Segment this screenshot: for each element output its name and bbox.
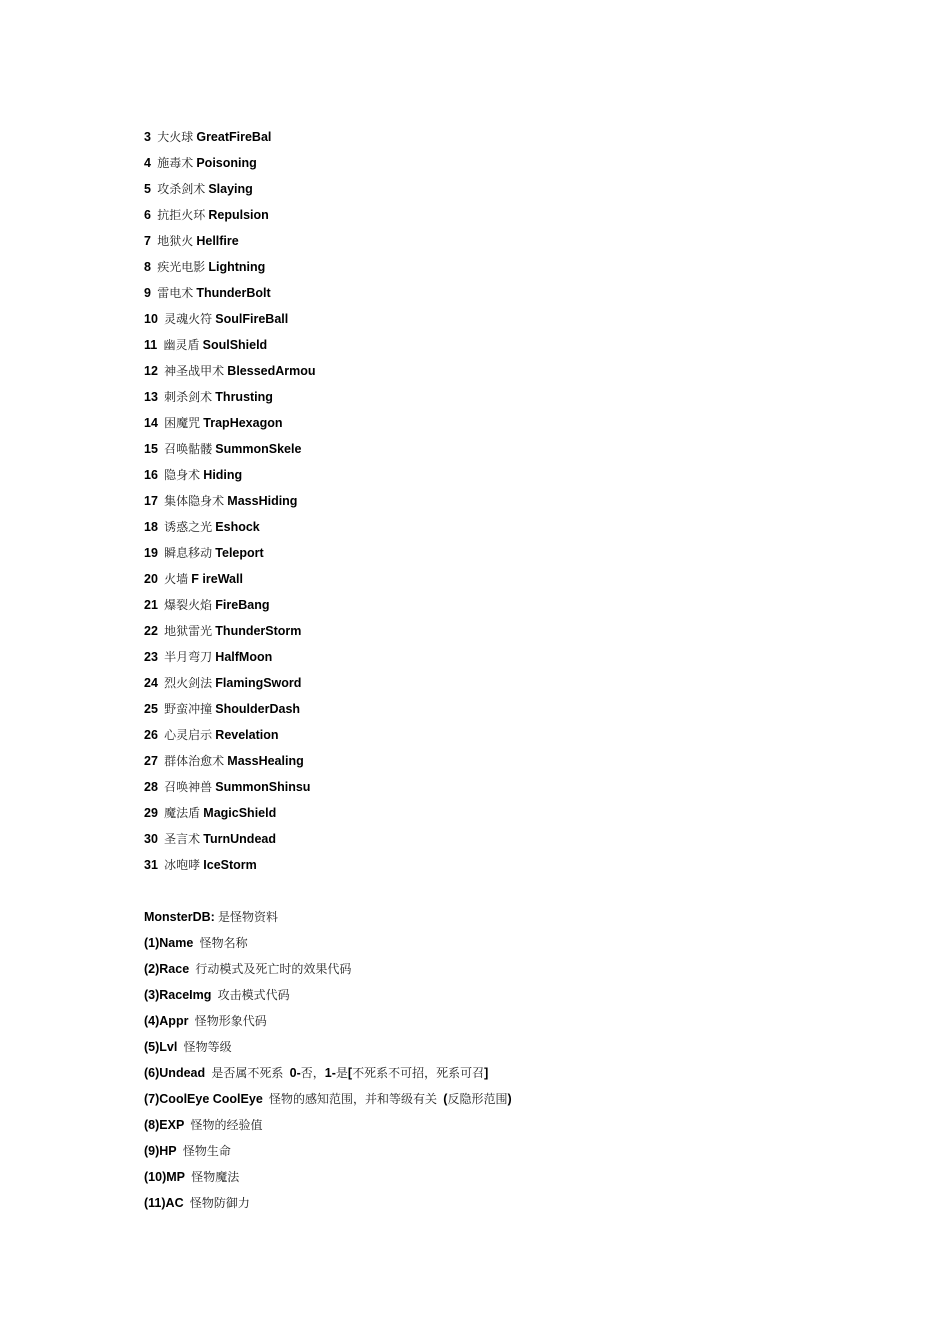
skill-name-cn: 野蛮冲撞	[164, 702, 213, 716]
field-name: (2)Race	[144, 962, 190, 976]
skill-name-en: Thrusting	[215, 390, 273, 404]
field-row	[144, 1012, 904, 1038]
skill-name-en: SummonSkele	[215, 442, 302, 456]
field-row	[144, 934, 904, 960]
skill-name-cn: 幽灵盾	[163, 338, 200, 352]
field-note-part: 1-	[324, 1066, 336, 1080]
monsterdb-heading-en: MonsterDB:	[144, 910, 215, 924]
skill-row	[144, 362, 904, 388]
skill-name-cn: 地狱雷光	[164, 624, 213, 638]
field-description: 怪物名称	[199, 936, 248, 950]
skill-number: 25	[144, 702, 158, 716]
skill-name-cn: 半月弯刀	[164, 650, 213, 664]
skill-name-cn: 雷电术	[157, 286, 194, 300]
skill-number: 17	[144, 494, 158, 508]
field-row	[144, 960, 904, 986]
skill-name-cn: 抗拒火环	[157, 208, 206, 222]
skill-name-cn: 刺杀剑术	[164, 390, 213, 404]
skill-number: 26	[144, 728, 158, 742]
field-name: (6)Undead	[144, 1066, 206, 1080]
skill-name-en: ThunderStorm	[215, 624, 302, 638]
field-description: 怪物的经验值	[190, 1118, 263, 1132]
skill-name-cn: 疾光电影	[157, 260, 206, 274]
skill-number: 27	[144, 754, 158, 768]
field-name: (7)CoolEye CoolEye	[144, 1092, 263, 1106]
skill-row	[144, 440, 904, 466]
field-description: 怪物生命	[182, 1144, 231, 1158]
skill-name-cn: 魔法盾	[164, 806, 201, 820]
skill-name-cn: 集体隐身术	[164, 494, 225, 508]
skill-row	[144, 544, 904, 570]
skill-row	[144, 466, 904, 492]
field-name: (3)RaceImg	[144, 988, 212, 1002]
skill-name-en: HalfMoon	[215, 650, 273, 664]
skill-name-cn: 群体治愈术	[164, 754, 225, 768]
field-description: 怪物的感知范围，并和等级有关	[269, 1092, 438, 1106]
skill-row	[144, 232, 904, 258]
skill-name-cn: 圣言术	[164, 832, 201, 846]
field-description: 攻击模式代码	[217, 988, 290, 1002]
field-name: (4)Appr	[144, 1014, 189, 1028]
field-row	[144, 1090, 904, 1116]
field-description: 是否属不死系	[211, 1066, 284, 1080]
skill-number: 14	[144, 416, 158, 430]
skill-number: 22	[144, 624, 158, 638]
field-note-part: 否，	[300, 1066, 325, 1080]
skill-name-cn: 大火球	[157, 130, 194, 144]
skill-name-en: Revelation	[215, 728, 279, 742]
skill-name-cn: 火墙	[164, 572, 189, 586]
field-name: (1)Name	[144, 936, 194, 950]
skill-row	[144, 804, 904, 830]
field-row	[144, 1142, 904, 1168]
skill-name-en: Hiding	[203, 468, 243, 482]
field-description: 行动模式及死亡时的效果代码	[195, 962, 352, 976]
skill-number: 24	[144, 676, 158, 690]
skill-name-cn: 地狱火	[157, 234, 194, 248]
field-name: (9)HP	[144, 1144, 177, 1158]
field-row	[144, 1064, 904, 1090]
field-description: 怪物防御力	[189, 1196, 250, 1210]
skill-number: 9	[144, 286, 151, 300]
skill-name-cn: 攻杀剑术	[157, 182, 206, 196]
skill-number: 20	[144, 572, 158, 586]
skill-number: 15	[144, 442, 158, 456]
skill-number: 29	[144, 806, 158, 820]
skill-number: 12	[144, 364, 158, 378]
skill-row	[144, 128, 904, 154]
field-row	[144, 1168, 904, 1194]
skill-number: 16	[144, 468, 158, 482]
skill-name-en: Hellfire	[196, 234, 239, 248]
skill-number: 31	[144, 858, 158, 872]
skill-name-en: ShoulderDash	[215, 702, 301, 716]
skill-row	[144, 856, 904, 882]
skill-row	[144, 700, 904, 726]
skill-number: 21	[144, 598, 158, 612]
field-note-part: 反隐形范围	[447, 1092, 508, 1106]
section-gap	[144, 882, 904, 908]
skill-number: 28	[144, 780, 158, 794]
skill-number: 6	[144, 208, 151, 222]
skill-name-cn: 隐身术	[164, 468, 201, 482]
skill-number: 8	[144, 260, 151, 274]
skill-name-cn: 困魔咒	[164, 416, 201, 430]
skill-number: 7	[144, 234, 151, 248]
monsterdb-heading-cn: 是怪物资料	[217, 910, 278, 924]
skill-number: 10	[144, 312, 158, 326]
field-name: (5)Lvl	[144, 1040, 178, 1054]
field-note-part: [	[347, 1066, 353, 1080]
field-note-part: ]	[484, 1066, 489, 1080]
skill-name-en: SoulShield	[202, 338, 268, 352]
skill-row	[144, 492, 904, 518]
skill-name-en: F ireWall	[191, 572, 243, 586]
skill-number: 19	[144, 546, 158, 560]
skill-name-cn: 诱惑之光	[164, 520, 213, 534]
field-row	[144, 1116, 904, 1142]
skill-number: 4	[144, 156, 151, 170]
skill-name-en: MassHealing	[227, 754, 304, 768]
skill-number: 11	[144, 338, 158, 352]
skill-name-cn: 神圣战甲术	[164, 364, 225, 378]
skill-row	[144, 518, 904, 544]
skill-name-en: FireBang	[215, 598, 270, 612]
skill-row	[144, 388, 904, 414]
skill-row	[144, 570, 904, 596]
skill-row	[144, 310, 904, 336]
skill-name-en: IceStorm	[203, 858, 257, 872]
skill-name-en: Lightning	[208, 260, 266, 274]
skill-row	[144, 830, 904, 856]
skill-number: 5	[144, 182, 151, 196]
skill-row	[144, 284, 904, 310]
field-name: (10)MP	[144, 1170, 185, 1184]
field-note-part: (	[443, 1092, 448, 1106]
field-row	[144, 986, 904, 1012]
field-description: 怪物魔法	[191, 1170, 240, 1184]
skill-name-en: TrapHexagon	[203, 416, 283, 430]
field-note-part: 不死系不可招，死系可召	[352, 1066, 485, 1080]
skill-row	[144, 414, 904, 440]
skill-row	[144, 726, 904, 752]
skill-name-cn: 烈火剑法	[164, 676, 213, 690]
skill-number: 18	[144, 520, 158, 534]
field-note-part: )	[507, 1092, 512, 1106]
skill-name-cn: 灵魂火符	[164, 312, 213, 326]
field-row	[144, 1194, 904, 1220]
skill-name-en: Poisoning	[196, 156, 257, 170]
skill-row	[144, 596, 904, 622]
skill-row	[144, 674, 904, 700]
skill-row	[144, 336, 904, 362]
monsterdb-heading	[144, 908, 904, 934]
skill-name-en: MassHiding	[227, 494, 298, 508]
skill-name-cn: 冰咆哮	[164, 858, 201, 872]
skill-name-en: TurnUndead	[203, 832, 276, 846]
skill-number: 3	[144, 130, 151, 144]
skill-name-en: Eshock	[215, 520, 260, 534]
skill-name-cn: 爆裂火焰	[164, 598, 213, 612]
skill-row	[144, 180, 904, 206]
skill-name-cn: 施毒术	[157, 156, 194, 170]
document-page	[144, 128, 904, 1220]
skill-number: 30	[144, 832, 158, 846]
field-description: 怪物等级	[183, 1040, 232, 1054]
skill-name-en: Teleport	[215, 546, 264, 560]
field-description: 怪物形象代码	[194, 1014, 267, 1028]
skill-row	[144, 752, 904, 778]
skill-name-en: SoulFireBall	[215, 312, 289, 326]
skill-name-cn: 心灵启示	[164, 728, 213, 742]
field-note-part: 是	[335, 1066, 348, 1080]
skill-name-en: ThunderBolt	[196, 286, 271, 300]
skill-row	[144, 206, 904, 232]
skill-row	[144, 648, 904, 674]
field-row	[144, 1038, 904, 1064]
skill-name-en: MagicShield	[203, 806, 277, 820]
skill-name-cn: 瞬息移动	[164, 546, 213, 560]
skill-name-cn: 召唤神兽	[164, 780, 213, 794]
field-name: (8)EXP	[144, 1118, 185, 1132]
skill-row	[144, 778, 904, 804]
skill-name-en: GreatFireBal	[196, 130, 272, 144]
skill-number: 23	[144, 650, 158, 664]
skill-name-en: Slaying	[208, 182, 253, 196]
field-note-part: 0-	[289, 1066, 301, 1080]
skill-row	[144, 258, 904, 284]
skill-row	[144, 154, 904, 180]
skill-name-cn: 召唤骷髅	[164, 442, 213, 456]
field-list	[144, 934, 904, 1220]
skill-name-en: Repulsion	[208, 208, 269, 222]
skill-name-en: BlessedArmou	[227, 364, 316, 378]
skill-name-en: SummonShinsu	[215, 780, 311, 794]
skill-name-en: FlamingSword	[215, 676, 302, 690]
field-name: (11)AC	[144, 1196, 184, 1210]
skill-number: 13	[144, 390, 158, 404]
skill-row	[144, 622, 904, 648]
skill-list	[144, 128, 904, 882]
